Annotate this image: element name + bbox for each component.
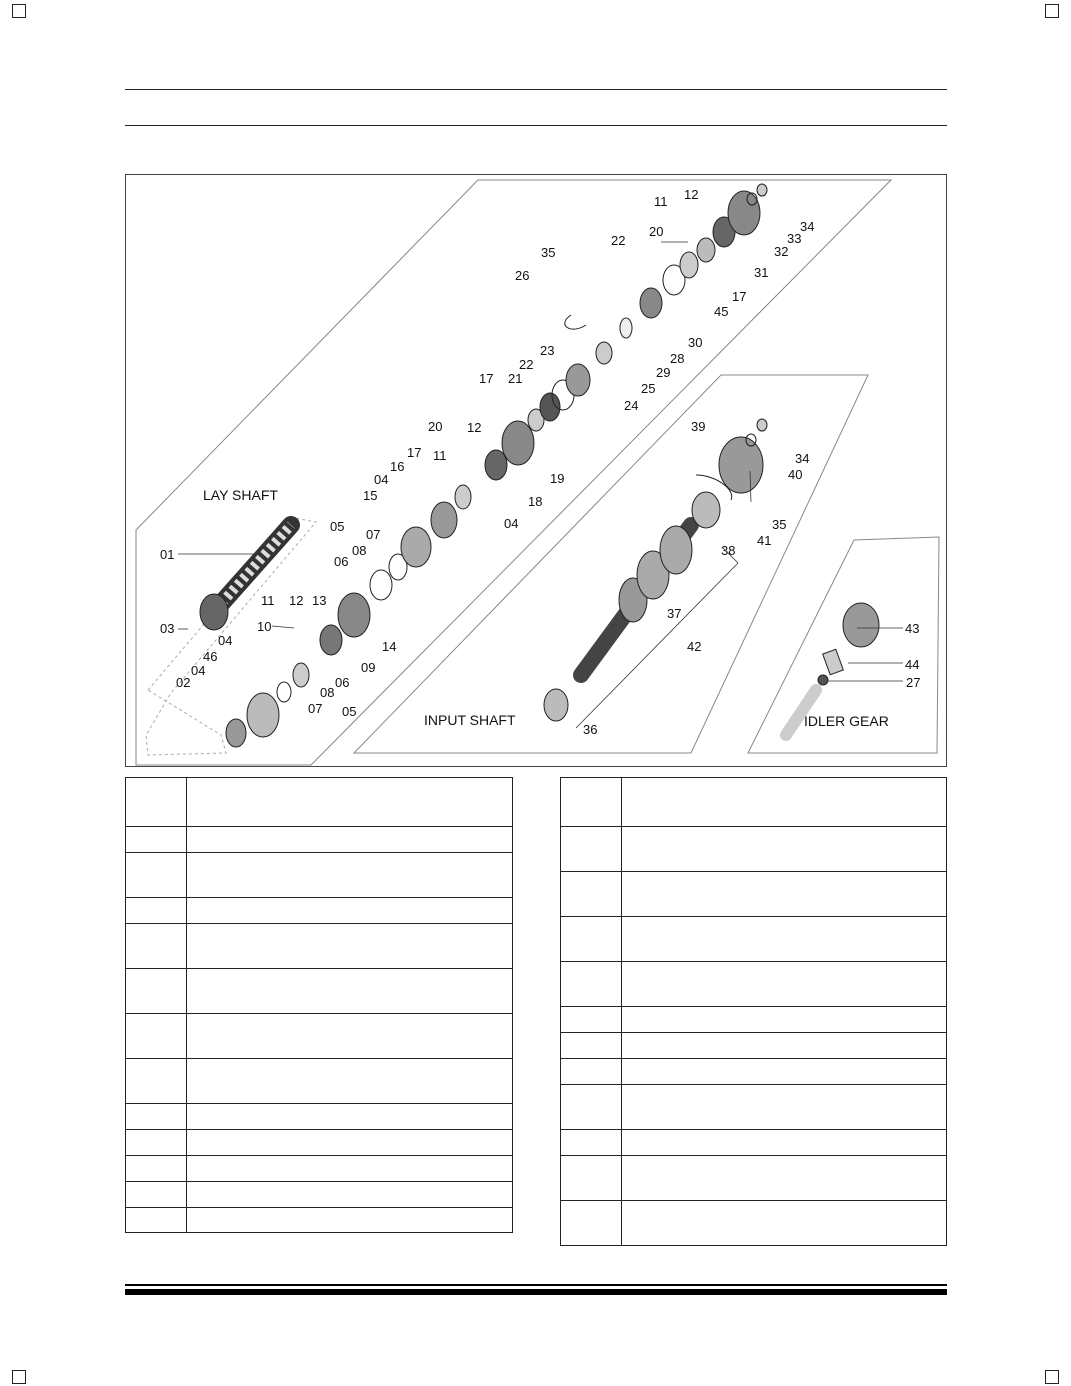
part-description-cell xyxy=(187,1014,513,1059)
callout-03: 03 xyxy=(160,621,175,636)
parts-table-row xyxy=(126,778,513,827)
part-description-cell xyxy=(622,962,947,1007)
parts-table-row xyxy=(126,853,513,898)
callout-04b: 04 xyxy=(191,663,206,678)
callout-05b: 05 xyxy=(342,704,357,719)
callout-19: 19 xyxy=(550,471,565,486)
parts-table-row xyxy=(561,1007,947,1033)
part-description-cell xyxy=(622,1130,947,1156)
part-number-cell xyxy=(126,1059,187,1104)
callout-05a: 05 xyxy=(330,519,345,534)
parts-table-row xyxy=(126,1182,513,1208)
callout-36: 36 xyxy=(583,722,598,737)
bearing-36 xyxy=(544,689,568,721)
corner-mark-top-right xyxy=(1045,4,1059,18)
parts-table-row xyxy=(561,962,947,1007)
corner-mark-top-left xyxy=(12,4,26,18)
part-description-cell xyxy=(187,1208,513,1233)
input-shaft-part xyxy=(544,419,767,721)
part-description-cell xyxy=(187,1130,513,1156)
callout-32: 32 xyxy=(774,244,789,259)
part-description-cell xyxy=(187,853,513,898)
part-description-cell xyxy=(622,1059,947,1085)
part-description-cell xyxy=(187,1104,513,1130)
callout-39: 39 xyxy=(691,419,706,434)
callout-07a: 07 xyxy=(366,527,381,542)
part-number-cell xyxy=(126,898,187,924)
ring-07-lower xyxy=(277,682,291,702)
callout-11a: 11 xyxy=(261,593,275,608)
lay-shaft-label: LAY SHAFT xyxy=(203,487,278,503)
part-number-cell xyxy=(126,1130,187,1156)
footer-rule-thin xyxy=(125,1284,947,1286)
part-number-cell xyxy=(126,1014,187,1059)
callout-44: 44 xyxy=(905,657,920,672)
callout-16: 16 xyxy=(390,459,405,474)
idler-gear-label: IDLER GEAR xyxy=(804,713,889,729)
callout-41: 41 xyxy=(757,533,772,548)
callout-35a: 35 xyxy=(541,245,556,260)
callout-38: 38 xyxy=(721,543,736,558)
callout-25: 25 xyxy=(641,381,656,396)
callout-31: 31 xyxy=(754,265,769,280)
part-number-cell xyxy=(126,969,187,1014)
callout-08b: 08 xyxy=(320,685,335,700)
bearing-25 xyxy=(596,342,612,364)
spacer-28 xyxy=(620,318,632,338)
parts-table-row xyxy=(126,1014,513,1059)
part-description-cell xyxy=(622,1033,947,1059)
gear-23 xyxy=(566,364,590,396)
part-description-cell xyxy=(187,1059,513,1104)
part-number-cell xyxy=(561,872,622,917)
callout-17a: 17 xyxy=(407,445,422,460)
header-rule-bottom xyxy=(125,125,947,126)
header-rule-top xyxy=(125,89,947,90)
part-description-cell xyxy=(187,1156,513,1182)
part-number-cell xyxy=(561,1201,622,1246)
bearing-17-upper xyxy=(697,238,715,262)
part-description-cell xyxy=(187,924,513,969)
gear-39 xyxy=(719,437,763,493)
bearing-45 xyxy=(680,252,698,278)
parts-table-row xyxy=(561,1156,947,1201)
exploded-view-figure xyxy=(125,174,947,767)
part-number-cell xyxy=(561,917,622,962)
corner-mark-bottom-right xyxy=(1045,1370,1059,1384)
parts-table-row xyxy=(126,1059,513,1104)
gear-16 xyxy=(431,502,457,538)
callout-11b: 11 xyxy=(433,448,447,463)
part-number-cell xyxy=(561,1059,622,1085)
gear-30 xyxy=(640,288,662,318)
callout-02: 02 xyxy=(176,675,191,690)
sleeve-14 xyxy=(338,593,370,637)
lay-shaft-group-outline xyxy=(136,180,891,765)
callout-33: 33 xyxy=(787,231,802,246)
leader-lines xyxy=(178,242,903,728)
clip-34-upper xyxy=(757,184,767,196)
part-description-cell xyxy=(622,917,947,962)
callout-45: 45 xyxy=(714,304,729,319)
part-number-cell xyxy=(126,1208,187,1233)
corner-mark-bottom-left xyxy=(12,1370,26,1384)
ring-08-upper xyxy=(370,570,392,600)
part-number-cell xyxy=(561,1033,622,1059)
parts-table-row xyxy=(561,1130,947,1156)
parts-table-row xyxy=(126,898,513,924)
part-description-cell xyxy=(622,1201,947,1246)
gear-46 xyxy=(247,693,279,737)
bearing-17-lower xyxy=(455,485,471,509)
part-description-cell xyxy=(187,1182,513,1208)
input-shaft-label: INPUT SHAFT xyxy=(424,712,516,728)
part-description-cell xyxy=(622,1007,947,1033)
callout-07b: 07 xyxy=(308,701,323,716)
callout-22b: 22 xyxy=(611,233,626,248)
callout-40: 40 xyxy=(788,467,803,482)
callout-11c: 11 xyxy=(654,194,668,209)
part-description-cell xyxy=(622,872,947,917)
part-number-cell xyxy=(561,1156,622,1201)
callout-14: 14 xyxy=(382,639,397,654)
part-number-cell xyxy=(126,1156,187,1182)
callout-20b: 20 xyxy=(649,224,664,239)
parts-table-row xyxy=(126,1156,513,1182)
hub-09 xyxy=(320,625,342,655)
part-number-cell xyxy=(126,1182,187,1208)
sleeve-19 xyxy=(502,421,534,465)
part-number-cell xyxy=(126,924,187,969)
part-number-cell xyxy=(126,827,187,853)
part-description-cell xyxy=(622,1085,947,1130)
callout-34b: 34 xyxy=(795,451,810,466)
callout-12a: 12 xyxy=(289,593,304,608)
part-number-cell xyxy=(561,1130,622,1156)
footer-rule-thick xyxy=(125,1289,947,1295)
part-number-cell xyxy=(126,853,187,898)
parts-table-row xyxy=(561,1033,947,1059)
parts-table-row xyxy=(561,872,947,917)
parts-table-row xyxy=(561,1085,947,1130)
callout-10: 10 xyxy=(257,619,272,634)
parts-table-row xyxy=(126,1104,513,1130)
part-description-cell xyxy=(622,827,947,872)
callout-09: 09 xyxy=(361,660,376,675)
wire-26 xyxy=(565,315,586,329)
callout-12c: 12 xyxy=(684,187,699,202)
callout-23: 23 xyxy=(540,343,555,358)
part-number-cell xyxy=(561,1007,622,1033)
part-number-cell xyxy=(561,962,622,1007)
parts-table-row xyxy=(126,969,513,1014)
parts-table-row xyxy=(126,924,513,969)
callout-06b: 06 xyxy=(335,675,350,690)
callout-24: 24 xyxy=(624,398,639,413)
callout-35b: 35 xyxy=(772,517,787,532)
parts-table-row xyxy=(561,1059,947,1085)
callout-21: 21 xyxy=(508,371,523,386)
exploded-view-drawing xyxy=(126,175,947,767)
callout-22a: 22 xyxy=(519,357,534,372)
callout-43: 43 xyxy=(905,621,920,636)
callout-26: 26 xyxy=(515,268,530,283)
part-number-cell xyxy=(561,1085,622,1130)
bearing-02 xyxy=(226,719,246,747)
callout-18: 18 xyxy=(528,494,543,509)
callout-15: 15 xyxy=(363,488,378,503)
callout-04c: 04 xyxy=(374,472,389,487)
parts-table-row xyxy=(126,1130,513,1156)
callout-46: 46 xyxy=(203,649,218,664)
parts-table-row xyxy=(561,827,947,872)
part-number-cell xyxy=(561,778,622,827)
callout-numbers xyxy=(160,187,920,737)
part-description-cell xyxy=(187,969,513,1014)
lay-shaft-part xyxy=(200,525,291,630)
callout-06a: 06 xyxy=(334,554,349,569)
parts-table-row xyxy=(561,1201,947,1246)
callout-27: 27 xyxy=(906,675,921,690)
clip-34-lower xyxy=(757,419,767,431)
part-description-cell xyxy=(187,898,513,924)
sleeve-32 xyxy=(728,191,760,235)
callout-04a: 04 xyxy=(218,633,233,648)
parts-table-row xyxy=(126,827,513,853)
parts-table-row xyxy=(126,1208,513,1233)
callout-30: 30 xyxy=(688,335,703,350)
callout-17c: 17 xyxy=(732,289,747,304)
callout-42: 42 xyxy=(687,639,702,654)
callout-13: 13 xyxy=(312,593,327,608)
callout-12b: 12 xyxy=(467,420,482,435)
parts-table-row xyxy=(561,778,947,827)
parts-table-right xyxy=(560,777,947,1246)
parts-table-row xyxy=(561,917,947,962)
callout-37: 37 xyxy=(667,606,682,621)
part-number-cell xyxy=(126,1104,187,1130)
part-number-cell xyxy=(126,778,187,827)
callout-29: 29 xyxy=(656,365,671,380)
callout-04d: 04 xyxy=(504,516,519,531)
callout-17b: 17 xyxy=(479,371,494,386)
callout-20a: 20 xyxy=(428,419,443,434)
part-description-cell xyxy=(187,827,513,853)
part-number-cell xyxy=(561,827,622,872)
callout-08a: 08 xyxy=(352,543,367,558)
callout-01: 01 xyxy=(160,547,175,562)
part-description-cell xyxy=(622,1156,947,1201)
callout-34a: 34 xyxy=(800,219,815,234)
hub-18 xyxy=(485,450,507,480)
bearing-38 xyxy=(692,492,720,528)
ring-08-lower xyxy=(293,663,309,687)
callout-28: 28 xyxy=(670,351,685,366)
gear-15 xyxy=(401,527,431,567)
part-description-cell xyxy=(187,778,513,827)
part-description-cell xyxy=(622,778,947,827)
parts-table-left xyxy=(125,777,513,1233)
